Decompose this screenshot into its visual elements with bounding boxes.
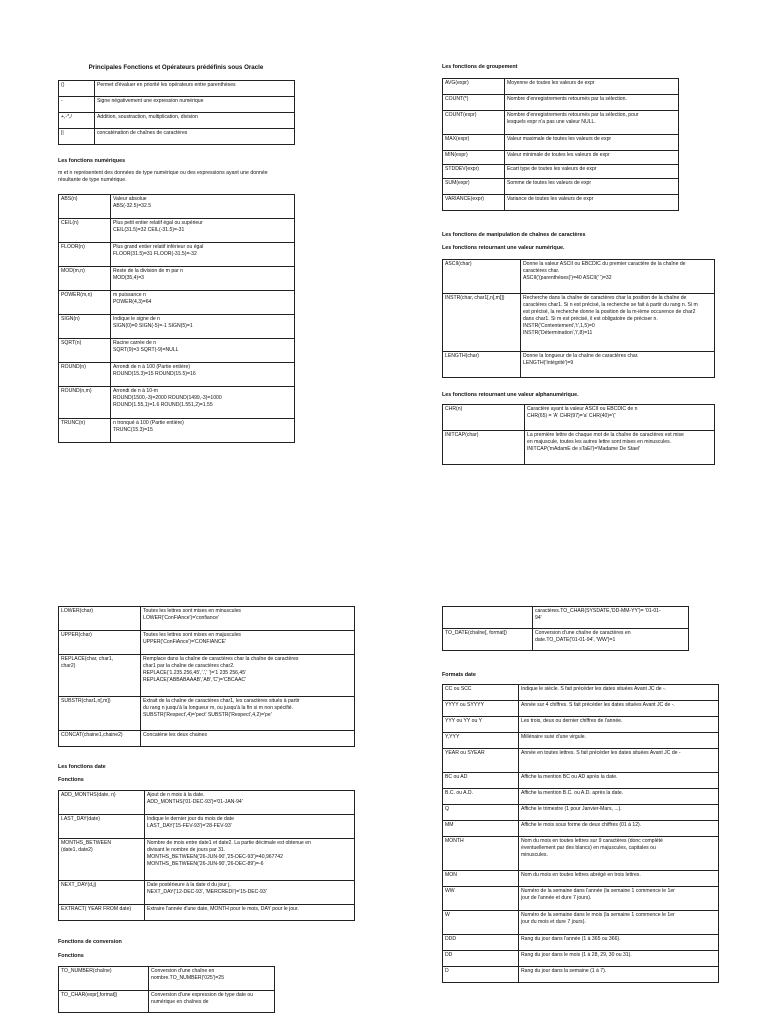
description-cell: Rang du jour dans la semaine (1 à 7). xyxy=(519,967,719,983)
table-row xyxy=(443,111,679,135)
description-cell: Ajout de n mois à la date. ADD_MONTHS('01-DEC-93')='01-JAN-94' xyxy=(145,791,355,815)
section-title-numeric: Les fonctions numériques xyxy=(58,158,126,164)
description-cell: La première lettre de chaque mot de la chaîne de caractères est mise en majuscule, toutes les autres lettre sont mises en minuscules. INITCAP('mAdamE de sTaEl')='Madame De Stael' xyxy=(525,431,715,465)
section-title-alpha-return: Les fonctions retournant une valeur alphanumérique. xyxy=(442,392,579,398)
function-name-cell: POWER(m,n) xyxy=(59,291,111,315)
table-row xyxy=(443,805,719,821)
table-row xyxy=(59,243,295,267)
table-row xyxy=(59,129,295,145)
table-row xyxy=(443,887,719,911)
table-row xyxy=(59,731,355,747)
description-cell: Arrondi de n à 100 (Partie entière) ROUND(15.3)=15 ROUND(15.5)=16 xyxy=(111,363,295,387)
description-cell: Conversion d'une chaîne de caractères en date.TO_DATE('01-01-94', 'WW')=1 xyxy=(533,629,689,651)
table-row xyxy=(59,967,275,991)
function-name-cell xyxy=(443,607,533,629)
function-name-cell: LOWER(char) xyxy=(59,607,141,631)
description-cell: Recherche dans la chaîne de caractères char la position de la chaîne de caractères char1. Si n est précisé, la recherche se fait à partir du rang n. Si m est précisé, la recherche donne la position de la m-ième occurence de char2 dans char1. Si m est précisé, il est obligatoire de préciser n. INSTR('Contentement','t',1,5)=0 INSTR('Détermination','i',8)=11 xyxy=(521,294,715,352)
page-1 xyxy=(58,64,294,434)
function-name-cell: D xyxy=(443,967,519,983)
table-row xyxy=(59,991,275,1013)
description-cell: Indique le dernier jour du mois de date LAST_DAY('15-FEV-93')='28-FEV-93' xyxy=(145,815,355,839)
description-cell: concaténation de chaînes de caractères xyxy=(95,129,295,145)
function-name-cell: ASCII(char) xyxy=(443,260,521,294)
function-name-cell: STDDEV(expr) xyxy=(443,165,505,179)
description-cell: Signe négativement une expression numérique xyxy=(95,97,295,113)
description-cell: Rang du jour dans le mois (1 à 28, 29, 30 ou 31). xyxy=(519,951,719,967)
numeric-return-table xyxy=(442,259,715,378)
table-row xyxy=(59,291,295,315)
description-cell: Millénaire suivi d'une virgule. xyxy=(519,733,719,749)
numeric-functions-table xyxy=(58,194,295,443)
function-name-cell: LENGTH(char) xyxy=(443,352,521,378)
function-name-cell: CC ou SCC xyxy=(443,685,519,701)
description-cell: Toutes les lettres sont mises en minuscules LOWER('ConFiAnce')='confiance' xyxy=(141,607,355,631)
function-name-cell: CEIL(n) xyxy=(59,219,111,243)
description-cell: Conversion d'une expression de type date ou numérique en chaînes de xyxy=(149,991,275,1013)
section-title-string-manip: Les fonctions de manipulation de chaînes de caractères xyxy=(442,232,586,238)
function-name-cell: DD xyxy=(443,951,519,967)
function-name-cell: VARIANCE(expr) xyxy=(443,195,505,211)
description-cell: Plus grand entier relatif inférieur ou égal FLOOR(31.5)=31 FLOOR(-31.5)=-32 xyxy=(111,243,295,267)
function-name-cell: CHR(n) xyxy=(443,405,525,431)
table-row xyxy=(443,773,719,789)
date-subtitle: Fonctions xyxy=(58,777,84,783)
description-cell: Nombre de mois entre date1 et date2. La partie décimale est obtenue en divisant le nombre de jours par 31. MONTHS_BETWEEN('26-JUN-90','25-DEC-93')=40,967742 MONTHS_BETWEEN('26-JUN-90','26-DEC-89')=-6 xyxy=(145,839,355,881)
function-name-cell: INSTR(char, char1[,n[,m]]) xyxy=(443,294,521,352)
description-cell: Valeur maximale de toutes les valeurs de expr xyxy=(505,135,679,151)
section-title-group: Les fonctions de groupement xyxy=(442,64,518,70)
table-row xyxy=(59,97,295,113)
table-row xyxy=(59,363,295,387)
description-cell: Variance de toutes les valeurs de expr xyxy=(505,195,679,211)
section-title-date-formats: Formats date xyxy=(442,672,476,678)
description-cell: Donne la valeur ASCII ou EBCDIC du premier caractère de la chaîne de caractères char. ASCII('(parenthèses)')=40 ASCII(' ')=32 xyxy=(521,260,715,294)
table-row xyxy=(443,135,679,151)
function-name-cell: COUNT(*) xyxy=(443,95,505,111)
function-name-cell: B.C. ou A.D. xyxy=(443,789,519,805)
description-cell: Somme de toutes les valeurs de expr xyxy=(505,179,679,195)
table-row xyxy=(59,387,295,419)
description-cell: m puissance n POWER(4,3)=64 xyxy=(111,291,295,315)
table-row xyxy=(59,113,295,129)
function-name-cell: TO_CHAR(expr[,format]) xyxy=(59,991,149,1013)
table-row xyxy=(59,881,355,905)
table-row xyxy=(59,655,355,697)
table-row xyxy=(443,749,719,773)
function-name-cell: LAST_DAY(date) xyxy=(59,815,145,839)
conversion-functions-table xyxy=(58,966,275,1013)
table-row xyxy=(443,629,689,651)
table-row xyxy=(443,685,719,701)
function-name-cell: INITCAP(char) xyxy=(443,431,525,465)
function-name-cell: +,-*,/ xyxy=(59,113,95,129)
function-name-cell: AVG(expr) xyxy=(443,79,505,95)
table-row xyxy=(443,352,715,378)
function-name-cell: SIGN(n) xyxy=(59,315,111,339)
table-row xyxy=(443,733,719,749)
conversion-continued-table xyxy=(442,606,689,651)
table-row xyxy=(443,871,719,887)
function-name-cell: EXTRACT( YEAR FROM date) xyxy=(59,905,145,921)
table-row xyxy=(59,419,295,443)
table-row xyxy=(59,267,295,291)
function-name-cell: REPLACE(char, char1, char2) xyxy=(59,655,141,697)
group-functions-table xyxy=(442,78,679,211)
description-cell: Conversion d'une chaîne en nombre.TO_NUMBER('025')=25 xyxy=(149,967,275,991)
function-name-cell: SUM(expr) xyxy=(443,179,505,195)
table-row xyxy=(443,951,719,967)
function-name-cell: BC ou AD xyxy=(443,773,519,789)
function-name-cell: WW xyxy=(443,887,519,911)
function-name-cell: SQRT(n) xyxy=(59,339,111,363)
table-row xyxy=(59,839,355,881)
description-cell: Plus petit entier relatif égal ou supérieur CEIL(31.5)=32 CEIL(-31.5)=-31 xyxy=(111,219,295,243)
description-cell: caractères.TO_CHAR(SYSDATE,'DD-MM-YY')= '01-01- 94' xyxy=(533,607,689,629)
section-title-conversion: Fonctions de conversion xyxy=(58,939,122,945)
function-name-cell: || xyxy=(59,129,95,145)
table-row xyxy=(59,81,295,97)
date-functions-table xyxy=(58,790,355,921)
description-cell: Extrait de la chaîne de caractères char1, les caractères situés à partir du rang n jusqu'à la longueur m, ou jusqu'à la fin si m non spécifié. SUBSTR('Respect',4)='pect' SUBSTR('Respect',4,2)='pe' xyxy=(141,697,355,731)
description-cell: Donne la longueur de la chaîne de caractères char. LENGTH('Intégrité')=9 xyxy=(521,352,715,378)
function-name-cell: MOD(m,n) xyxy=(59,267,111,291)
table-row xyxy=(443,179,679,195)
description-cell: n tronqué à 100 (Partie entière) TRUNC(15.3)=15 xyxy=(111,419,295,443)
description-cell: Les trois, deux ou dernier chiffres de l'année. xyxy=(519,717,719,733)
section-title-numeric-return: Les fonctions retournant une valeur numérique. xyxy=(442,245,565,251)
table-row xyxy=(59,607,355,631)
description-cell: Caractère ayant la valeur ASCII ou EBCDIC de n CHR(65) = 'A' CHR(97)='a' CHR(40)='(' xyxy=(525,405,715,431)
description-cell: Numéro de la semaine dans l'année (la semaine 1 commence le 1er jour de l'année et dure 7 jours). xyxy=(519,887,719,911)
function-name-cell: ABS(n) xyxy=(59,195,111,219)
description-cell: Arrondi de n à 10-m ROUND(1500,-3)=2000 ROUND(1499,-3)=1000 ROUND(1.55,1)=1.6 ROUND(1.551,2)=1.55 xyxy=(111,387,295,419)
function-name-cell: MON xyxy=(443,871,519,887)
table-row xyxy=(59,905,355,921)
function-name-cell: MM xyxy=(443,821,519,837)
description-cell: Permet d'évaluer en priorité les opérateurs entre parenthèses xyxy=(95,81,295,97)
function-name-cell: UPPER(char) xyxy=(59,631,141,655)
alpha-return-table xyxy=(442,404,715,465)
table-row xyxy=(59,815,355,839)
function-name-cell: TO_NUMBER(chaîne) xyxy=(59,967,149,991)
description-cell: Remplace dans la chaîne de caractères char la chaîne de caractères char1 par la chaîne de caractères char2. REPLACE('1.235.256,45','.',' ')='1 235 256,45' REPLACE('ABBABAAAB','AB','C')='CBCAAC' xyxy=(141,655,355,697)
function-name-cell: MONTH xyxy=(443,837,519,871)
table-row xyxy=(443,431,715,465)
function-name-cell: MAX(expr) xyxy=(443,135,505,151)
function-name-cell: - xyxy=(59,97,95,113)
table-row xyxy=(443,294,715,352)
table-row xyxy=(443,607,689,629)
function-name-cell: Y,YYY xyxy=(443,733,519,749)
description-cell: Nombre d'enregistrements retournés par la sélection. xyxy=(505,95,679,111)
description-cell: Rang du jour dans l'année (1 à 365 ou 366). xyxy=(519,935,719,951)
description-cell: Toutes les lettres sont mises en majuscules UPPER('ConFiAnce')='CONFIANCE' xyxy=(141,631,355,655)
description-cell: Valeur minimale de toutes les valeurs de expr xyxy=(505,151,679,165)
function-name-cell: COUNT(expr) xyxy=(443,111,505,135)
table-row xyxy=(443,405,715,431)
table-row xyxy=(443,935,719,951)
function-name-cell: Q xyxy=(443,805,519,821)
description-cell: Numéro de la semaine dans le mois (la semaine 1 commence le 1er jour du mois et dure 7 jours). xyxy=(519,911,719,935)
date-formats-table xyxy=(442,684,719,983)
description-cell: Date postérieure à la date d du jour j. NEXT_DAY('12-DEC-93', 'MERCREDI')='15-DEC-93' xyxy=(145,881,355,905)
description-cell: Extraire l'année d'une date, MONTH pour le mois, DAY pour le jour. xyxy=(145,905,355,921)
operators-table xyxy=(58,80,295,145)
function-name-cell: FLOOR(n) xyxy=(59,243,111,267)
table-row xyxy=(443,821,719,837)
description-cell: Nom du mois en toutes lettres sur 9 caractères (donc complété éventuellement par des blancs) en majuscules, capitales ou minuscules. xyxy=(519,837,719,871)
function-name-cell: ROUND(n) xyxy=(59,363,111,387)
numeric-intro: m et n représentent des données de type numérique ou des expressions ayant une donnée résultante de type numérique. xyxy=(58,170,268,183)
function-name-cell: YYY ou YY ou Y xyxy=(443,717,519,733)
table-row xyxy=(443,837,719,871)
function-name-cell: MIN(expr) xyxy=(443,151,505,165)
function-name-cell: TRUNC(n) xyxy=(59,419,111,443)
table-row xyxy=(443,967,719,983)
section-title-date: Les fonctions date xyxy=(58,764,106,770)
description-cell: Année sur 4 chiffres. S fait précéder les dates situées Avant JC de -. xyxy=(519,701,719,717)
function-name-cell: TO_DATE(chaîne[, format]) xyxy=(443,629,533,651)
function-name-cell: CONCAT(chaine1,chaine2) xyxy=(59,731,141,747)
table-row xyxy=(59,697,355,731)
function-name-cell: ADD_MONTHS(date, n) xyxy=(59,791,145,815)
function-name-cell: YEAR ou SYEAR xyxy=(443,749,519,773)
table-row xyxy=(59,219,295,243)
table-row xyxy=(59,631,355,655)
page-2 xyxy=(442,64,714,452)
description-cell: Nombre d'enregistrements retournés par la sélection, pour lesquels expr n'a pas une valeur NULL. xyxy=(505,111,679,135)
description-cell: Concatène les deux chaines xyxy=(141,731,355,747)
description-cell: Ecart type de toutes les valeurs de expr xyxy=(505,165,679,179)
table-row xyxy=(443,717,719,733)
description-cell: Valeur absolue ABS(-32.5)=32.5 xyxy=(111,195,295,219)
table-row xyxy=(443,95,679,111)
description-cell: Moyenne de toutes les valeurs de expr xyxy=(505,79,679,95)
description-cell: Affiche le trimestre (1 pour Janvier-Mars, ...). xyxy=(519,805,719,821)
table-row xyxy=(59,315,295,339)
description-cell: Addition, soustraction, multiplication, division xyxy=(95,113,295,129)
function-name-cell: ROUND(n,m) xyxy=(59,387,111,419)
description-cell: Reste de la division de m par n MOD(35,4)=3 xyxy=(111,267,295,291)
table-row xyxy=(59,195,295,219)
description-cell: Nom du mois en toutes lettres abrégé en trois lettres. xyxy=(519,871,719,887)
function-name-cell: YYYY ou SYYYY xyxy=(443,701,519,717)
table-row xyxy=(443,789,719,805)
function-name-cell: () xyxy=(59,81,95,97)
string-functions-table xyxy=(58,606,355,747)
table-row xyxy=(59,791,355,815)
function-name-cell: DDD xyxy=(443,935,519,951)
table-row xyxy=(443,911,719,935)
table-row xyxy=(443,260,715,294)
description-cell: Année en toutes lettres. S fait précéder les dates situées Avant JC de - xyxy=(519,749,719,773)
function-name-cell: SUBSTR(char1,n[,m]) xyxy=(59,697,141,731)
description-cell: Indique le siècle. S fait précéder les dates situées Avant JC de -. xyxy=(519,685,719,701)
function-name-cell: MONTHS_BETWEEN (date1, date2) xyxy=(59,839,145,881)
table-row xyxy=(443,701,719,717)
function-name-cell: W xyxy=(443,911,519,935)
description-cell: Affiche la mention B.C. ou A.D. après la date. xyxy=(519,789,719,805)
description-cell: Racine carrée de n SQRT(9)=3 SQRT(-9)=NULL xyxy=(111,339,295,363)
description-cell: Affiche le mois sous forme de deux chiffres (01 à 12). xyxy=(519,821,719,837)
table-row xyxy=(443,151,679,165)
function-name-cell: NEXT_DAY(d,j) xyxy=(59,881,145,905)
table-row xyxy=(443,195,679,211)
description-cell: Indique le signe de n SIGN(0)=0 SIGN(-5)=-1 SIGN(5)=1 xyxy=(111,315,295,339)
table-row xyxy=(59,339,295,363)
table-row xyxy=(443,165,679,179)
conversion-subtitle: Fonctions xyxy=(58,953,84,959)
table-row xyxy=(443,79,679,95)
description-cell: Affiche la mention BC ou AD après la date. xyxy=(519,773,719,789)
document-title: Principales Fonctions et Opérateurs prédéfinis sous Oracle xyxy=(88,64,264,71)
